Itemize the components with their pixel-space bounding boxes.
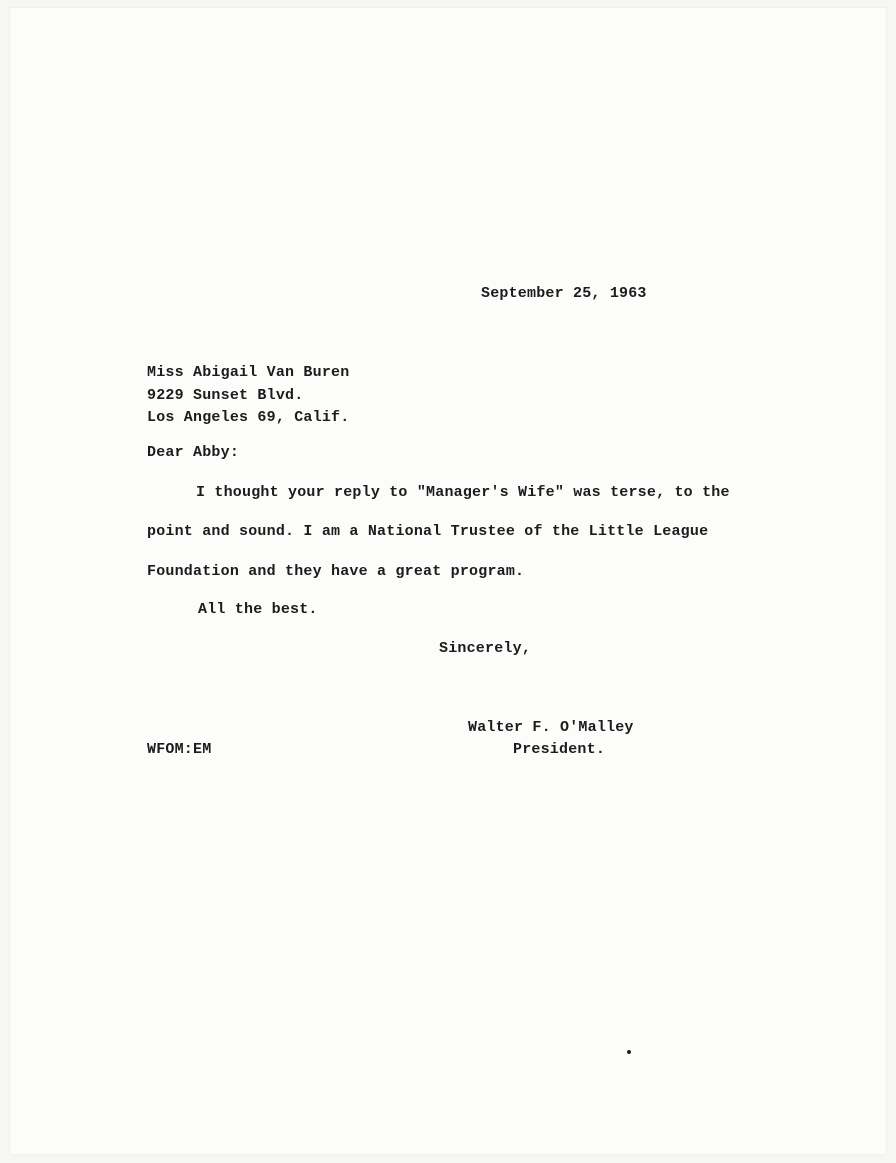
signer-name: Walter F. O'Malley	[468, 719, 634, 736]
recipient-name: Miss Abigail Van Buren	[147, 364, 350, 381]
letter-date: September 25, 1963	[481, 285, 647, 302]
recipient-city: Los Angeles 69, Calif.	[147, 409, 350, 426]
recipient-street: 9229 Sunset Blvd.	[147, 387, 304, 404]
regards-line: All the best.	[198, 601, 318, 618]
body-line-2: point and sound. I am a National Trustee of the Little League	[147, 523, 709, 540]
ink-speck	[627, 1050, 631, 1054]
body-line-1: I thought your reply to "Manager's Wife" was terse, to the	[196, 484, 730, 501]
salutation: Dear Abby:	[147, 444, 240, 461]
letter-page	[10, 8, 886, 1154]
reference-initials: WFOM:EM	[147, 741, 212, 758]
closing: Sincerely,	[439, 640, 532, 657]
body-line-3: Foundation and they have a great program.	[147, 563, 525, 580]
signer-title: President.	[513, 741, 606, 758]
